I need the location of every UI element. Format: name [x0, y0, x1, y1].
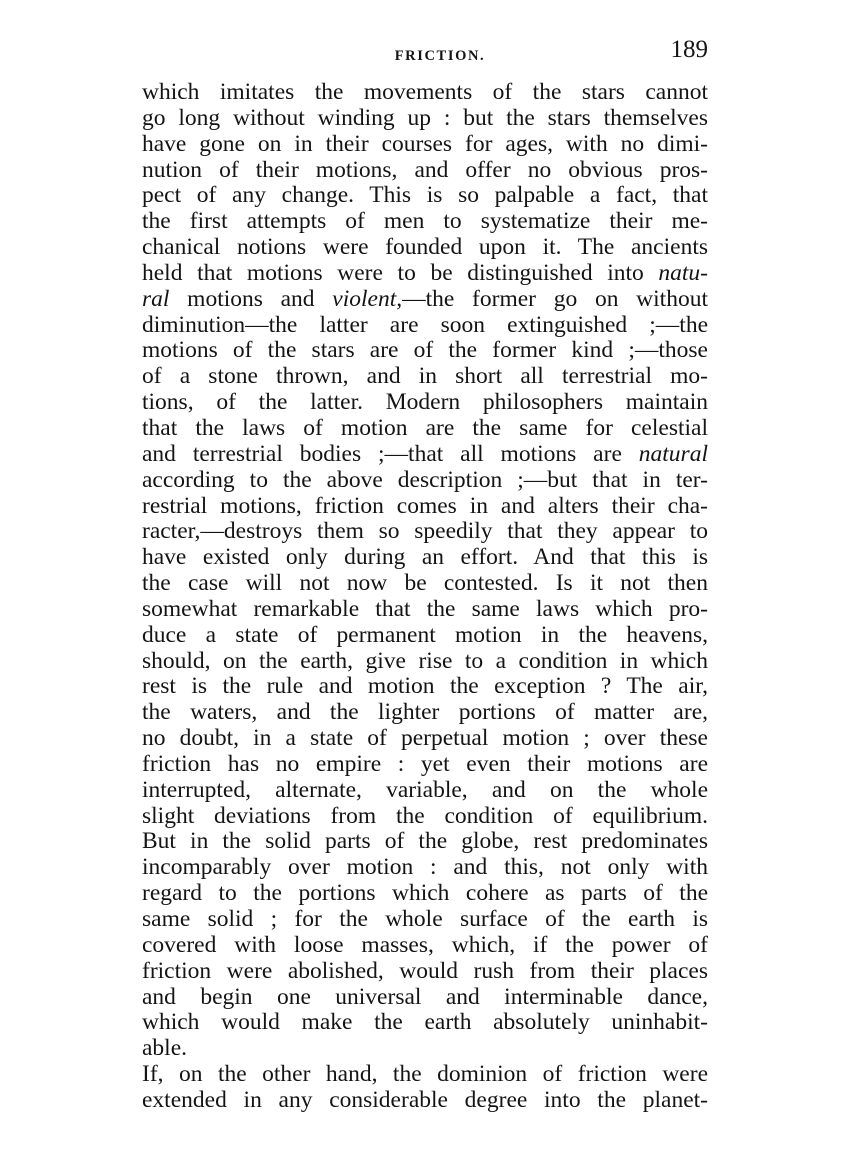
- italic-run: violent,: [332, 286, 403, 312]
- text-line: should, on the earth, give rise to a condition in which: [142, 648, 708, 674]
- text-line: have existed only during an effort. And that this is: [142, 545, 708, 571]
- text-line: nution of their motions, and offer no obvious pros-: [142, 157, 708, 183]
- text-line: interrupted, alternate, variable, and on the whole: [142, 777, 708, 803]
- text-run: held that motions were to be distinguished into: [142, 260, 644, 286]
- text-run: —the former go on without: [402, 286, 708, 312]
- italic-run: natu-: [658, 260, 708, 286]
- text-line: the case will not now be contested. Is it not then: [142, 571, 708, 597]
- text-line: according to the above description ;—but that in ter-: [142, 467, 708, 493]
- text-line: incomparably over motion : and this, not only with: [142, 855, 708, 881]
- text-line: pect of any change. This is so palpable a fact, that: [142, 183, 708, 209]
- text-line: tions, of the latter. Modern philosophers maintain: [142, 390, 708, 416]
- text-line: same solid ; for the whole surface of the earth is: [142, 907, 708, 932]
- text-run: and terrestrial bodies ;—that all motions are: [142, 441, 622, 467]
- text-line: which imitates the movements of the stars cannot: [142, 80, 708, 105]
- text-line: duce a state of permanent motion in the heavens,: [142, 622, 708, 648]
- page-number: 189: [670, 36, 708, 63]
- text-line: have gone on in their courses for ages, with no dimi-: [142, 131, 708, 157]
- text-line: of a stone thrown, and in short all terrestrial mo-: [142, 364, 708, 390]
- text-line: rest is the rule and motion the exception ? The air,: [142, 674, 708, 700]
- text-line: no doubt, in a state of perpetual motion ; over these: [142, 726, 708, 752]
- text-line: somewhat remarkable that the same laws which pro-: [142, 596, 708, 622]
- text-line: [142, 287, 708, 313]
- text-line: chanical notions were founded upon it. The ancients: [142, 235, 708, 261]
- text-line: the first attempts of men to systematize their me-: [142, 209, 708, 235]
- text-line: extended in any considerable degree into the planet-: [142, 1087, 708, 1113]
- text-line: covered with loose masses, which, if the power of: [142, 932, 708, 958]
- text-line: diminution—the latter are soon extinguished ;—the: [142, 312, 708, 338]
- text-line: friction has no empire : yet even their motions are: [142, 751, 708, 777]
- text-line: regard to the portions which cohere as parts of the: [142, 881, 708, 907]
- text-line: If, on the other hand, the dominion of friction were: [142, 1062, 708, 1088]
- text-line: which would make the earth absolutely uninhabit-: [142, 1010, 708, 1036]
- text-line: the waters, and the lighter portions of matter are,: [142, 700, 708, 726]
- italic-run: ral: [142, 286, 170, 312]
- text-line: and begin one universal and interminable dance,: [142, 984, 708, 1010]
- italic-run: natural: [638, 441, 708, 467]
- text-line: friction were abolished, would rush from their places: [142, 958, 708, 984]
- running-header: [142, 36, 708, 66]
- text-line: able.: [142, 1036, 188, 1062]
- running-title: FRICTION.: [394, 48, 486, 64]
- text-line: [142, 261, 708, 287]
- text-line: racter,—destroys them so speedily that they appear to: [142, 519, 708, 545]
- text-line: motions of the stars are of the former kind ;—those: [142, 338, 708, 364]
- text-line: slight deviations from the condition of equilibrium.: [142, 803, 708, 829]
- text-line: that the laws of motion are the same for celestial: [142, 415, 708, 441]
- body-text: [142, 80, 708, 1114]
- text-run: motions and: [187, 286, 315, 312]
- text-line: go long without winding up : but the stars themselves: [142, 105, 708, 131]
- text-line: But in the solid parts of the globe, rest predominates: [142, 829, 708, 855]
- text-line: [142, 442, 708, 468]
- text-line: restrial motions, friction comes in and alters their cha-: [142, 493, 708, 519]
